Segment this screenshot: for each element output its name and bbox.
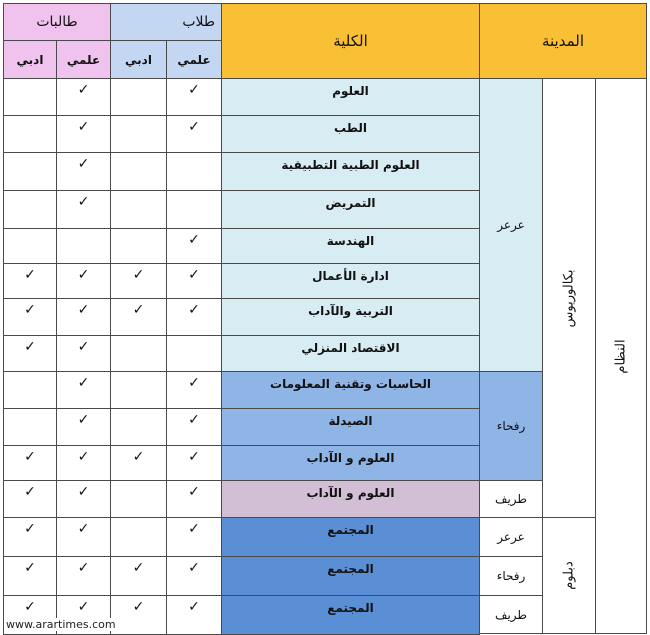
table-cell-girls-sci <box>56 78 111 116</box>
college-name: الطب <box>221 115 480 153</box>
table-cell-girls-lit <box>3 263 57 299</box>
table-cell-boys-sci <box>166 371 222 409</box>
college-name: المجتمع <box>221 556 480 596</box>
table-cell-boys-lit <box>110 556 167 596</box>
header-boys: طلاب <box>110 3 222 41</box>
table-cell-boys-sci <box>166 445 222 481</box>
check-icon: ✓ <box>188 599 200 615</box>
table-cell-girls-sci <box>56 371 111 409</box>
table-cell-boys-sci <box>166 190 222 229</box>
check-icon: ✓ <box>132 449 145 465</box>
check-icon: ✓ <box>24 599 36 615</box>
college-name: الهندسة <box>221 228 480 264</box>
header-girls-literary: ادبي <box>3 40 57 79</box>
table-cell-boys-lit <box>110 445 167 481</box>
check-icon: ✓ <box>132 267 145 283</box>
check-icon: ✓ <box>24 267 36 283</box>
college-name: العلوم و الآداب <box>221 445 480 481</box>
table-cell-girls-lit <box>3 152 57 191</box>
check-icon: ✓ <box>188 302 200 318</box>
header-boys-literary: ادبي <box>110 40 167 79</box>
table-cell-boys-lit <box>110 190 167 229</box>
check-icon: ✓ <box>77 484 90 500</box>
table-cell-boys-lit <box>110 408 167 446</box>
table-cell-girls-sci <box>56 152 111 191</box>
check-icon: ✓ <box>77 599 90 615</box>
table-cell-boys-lit <box>110 595 167 635</box>
table-cell-girls-lit <box>3 556 57 596</box>
college-name: العلوم الطبية التطبيقية <box>221 152 480 191</box>
check-icon: ✓ <box>77 339 90 355</box>
college-name: المجتمع <box>221 517 480 557</box>
header-girls-scientific: علمي <box>56 40 111 79</box>
table-cell-boys-lit <box>110 371 167 409</box>
check-icon: ✓ <box>77 194 90 210</box>
check-icon: ✓ <box>188 412 200 428</box>
city-rafha: رفحاء <box>479 371 543 481</box>
check-icon: ✓ <box>188 484 200 500</box>
table-cell-boys-sci <box>166 517 222 557</box>
table-cell-girls-sci <box>56 115 111 153</box>
table-cell-boys-sci <box>166 152 222 191</box>
check-icon: ✓ <box>77 560 90 576</box>
table-cell-girls-lit <box>3 115 57 153</box>
table-cell-boys-lit <box>110 517 167 557</box>
check-icon: ✓ <box>77 82 90 98</box>
table-cell-boys-sci <box>166 556 222 596</box>
city-turaif: طريف <box>479 480 543 518</box>
table-cell-boys-lit <box>110 115 167 153</box>
check-icon: ✓ <box>188 267 200 283</box>
table-cell-girls-sci <box>56 556 111 596</box>
check-icon: ✓ <box>24 449 36 465</box>
table-cell-girls-sci <box>56 263 111 299</box>
check-icon: ✓ <box>132 560 145 576</box>
table-cell-boys-sci <box>166 480 222 518</box>
header-college: الكلية <box>221 3 480 79</box>
table-cell-girls-lit <box>3 517 57 557</box>
check-icon: ✓ <box>77 267 90 283</box>
table-cell-girls-sci <box>56 480 111 518</box>
check-icon: ✓ <box>188 119 200 135</box>
header-city: المدينة <box>479 3 647 79</box>
check-icon: ✓ <box>24 302 36 318</box>
city-rafha-diploma: رفحاء <box>479 556 543 596</box>
table-cell-boys-lit <box>110 480 167 518</box>
program-diploma: دبلوم <box>542 517 596 634</box>
table-cell-girls-sci <box>56 298 111 336</box>
college-name: العلوم <box>221 78 480 116</box>
system-label: النظام <box>595 78 647 634</box>
college-name: ادارة الأعمال <box>221 263 480 299</box>
table-cell-boys-sci <box>166 263 222 299</box>
table-cell-girls-lit <box>3 408 57 446</box>
table-cell-boys-sci <box>166 335 222 372</box>
table-cell-girls-lit <box>3 335 57 372</box>
table-cell-boys-lit <box>110 228 167 264</box>
watermark: www.arartimes.com <box>6 618 116 631</box>
table-cell-girls-sci <box>56 445 111 481</box>
table-cell-girls-sci <box>56 408 111 446</box>
check-icon: ✓ <box>77 156 90 172</box>
check-icon: ✓ <box>24 560 36 576</box>
check-icon: ✓ <box>77 412 90 428</box>
check-icon: ✓ <box>188 449 200 465</box>
program-bachelor: بكالوريوس <box>542 78 596 518</box>
check-icon: ✓ <box>77 521 90 537</box>
table-cell-girls-sci <box>56 335 111 372</box>
check-icon: ✓ <box>132 599 145 615</box>
table-cell-boys-lit <box>110 78 167 116</box>
check-icon: ✓ <box>77 119 90 135</box>
table-cell-girls-lit <box>3 371 57 409</box>
check-icon: ✓ <box>24 484 36 500</box>
college-name: المجتمع <box>221 595 480 635</box>
table-cell-boys-sci <box>166 228 222 264</box>
table-cell-boys-sci <box>166 298 222 336</box>
check-icon: ✓ <box>24 521 36 537</box>
header-boys-scientific: علمي <box>166 40 222 79</box>
table-cell-boys-sci <box>166 595 222 635</box>
table-cell-boys-lit <box>110 152 167 191</box>
table-cell-boys-lit <box>110 335 167 372</box>
table-cell-girls-lit <box>3 298 57 336</box>
city-arar: عرعر <box>479 78 543 372</box>
college-name: الصيدلة <box>221 408 480 446</box>
check-icon: ✓ <box>77 302 90 318</box>
college-name: التمريض <box>221 190 480 229</box>
check-icon: ✓ <box>77 375 90 391</box>
table-cell-girls-sci <box>56 228 111 264</box>
college-name: العلوم و الآداب <box>221 480 480 518</box>
table-cell-boys-sci <box>166 115 222 153</box>
college-name: الحاسبات وتقنية المعلومات <box>221 371 480 409</box>
table-cell-girls-lit <box>3 445 57 481</box>
college-name: التربية والآداب <box>221 298 480 336</box>
check-icon: ✓ <box>188 560 200 576</box>
table-cell-boys-lit <box>110 263 167 299</box>
check-icon: ✓ <box>188 375 200 391</box>
check-icon: ✓ <box>188 521 200 537</box>
table-cell-boys-sci <box>166 78 222 116</box>
check-icon: ✓ <box>24 339 36 355</box>
table-cell-boys-lit <box>110 298 167 336</box>
table-cell-girls-lit <box>3 228 57 264</box>
check-icon: ✓ <box>188 82 200 98</box>
header-girls: طالبات <box>3 3 111 41</box>
table-cell-girls-sci <box>56 517 111 557</box>
table-cell-girls-sci <box>56 190 111 229</box>
table-cell-girls-lit <box>3 78 57 116</box>
college-name: الاقتصاد المنزلي <box>221 335 480 372</box>
city-turaif-diploma: طريف <box>479 595 543 634</box>
table-cell-girls-lit <box>3 480 57 518</box>
city-arar-diploma: عرعر <box>479 517 543 557</box>
table-cell-boys-sci <box>166 408 222 446</box>
check-icon: ✓ <box>188 232 200 248</box>
check-icon: ✓ <box>77 449 90 465</box>
table-cell-girls-lit <box>3 190 57 229</box>
check-icon: ✓ <box>132 302 145 318</box>
